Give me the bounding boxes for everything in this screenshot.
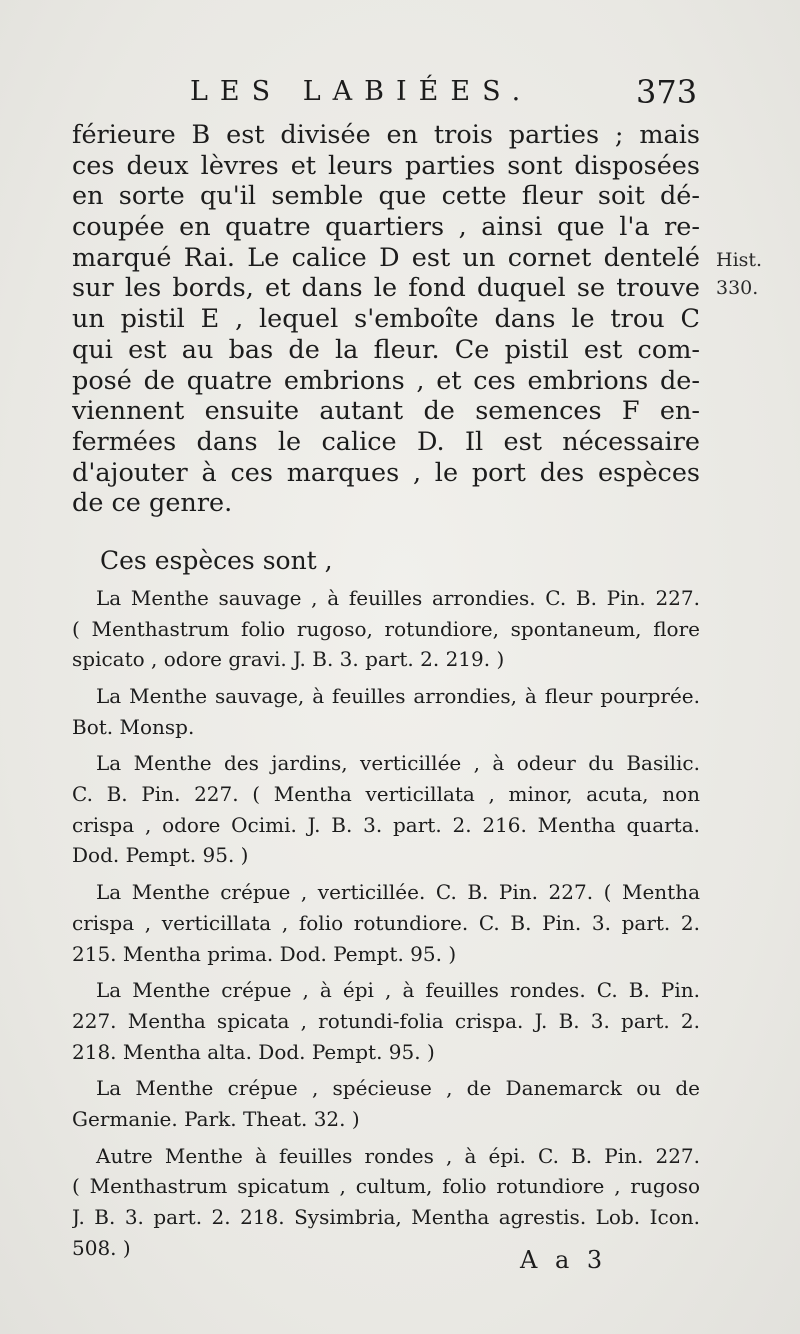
entry-line: C. B. Pin. 227. ( Mentha verticillata , minor, acuta, non <box>72 782 700 807</box>
entry-line: Autre Menthe à feuilles rondes , à épi. C. B. Pin. 227. <box>96 1143 700 1168</box>
text-line: férieure B est divisée en trois parties ; mais <box>72 120 700 150</box>
entry-line: ( Menthastrum folio rugoso, rotundiore, spontaneum, flore <box>72 616 700 641</box>
entry-line: Bot. Monsp. <box>72 714 195 739</box>
page-header <box>0 72 800 112</box>
main-paragraph <box>72 120 700 519</box>
entry-line: Dod. Pempt. 95. ) <box>72 843 249 868</box>
text-line: qui est au bas de la fleur. Ce pistil est com- <box>72 334 700 365</box>
entry-line: 215. Mentha prima. Dod. Pempt. 95. ) <box>72 941 457 966</box>
species-entry <box>72 877 700 969</box>
species-entry <box>72 748 700 871</box>
entry-line: La Menthe crépue , verticillée. C. B. Pin. 227. ( Mentha <box>96 880 700 905</box>
running-title: LES LABIÉES. <box>190 76 533 107</box>
text-line: sur les bords, et dans le fond duquel se trouve <box>72 273 700 304</box>
text-line: viennent ensuite autant de semences F en- <box>72 396 700 427</box>
entry-line: 227. Mentha spicata , rotundi-folia crispa. J. B. 3. part. 2. <box>72 1008 700 1033</box>
text-line: fermées dans le calice D. Il est nécessaire <box>72 426 700 457</box>
entry-line: crispa , odore Ocimi. J. B. 3. part. 2. 216. Mentha quarta. <box>72 812 700 837</box>
margin-note-line: Hist. <box>716 249 763 271</box>
entry-line: Germanie. Park. Theat. 32. ) <box>72 1106 360 1131</box>
species-intro: Ces espèces sont , <box>100 545 333 575</box>
species-entry <box>72 975 700 1067</box>
margin-note-line: 330. <box>716 277 759 299</box>
entry-line: La Menthe crépue , spécieuse , de Danemarck ou de <box>96 1076 700 1101</box>
text-line: un pistil E , lequel s'emboîte dans le trou C <box>72 304 700 335</box>
entry-line: J. B. 3. part. 2. 218. Sysimbria, Mentha agrestis. Lob. Icon. <box>72 1205 700 1229</box>
entry-line: 508. ) <box>72 1235 131 1260</box>
entry-line: La Menthe sauvage , à feuilles arrondies. C. B. Pin. 227. <box>96 585 700 610</box>
species-entry <box>72 583 700 675</box>
species-entry <box>72 681 700 742</box>
text-line: de ce genre. <box>72 488 233 519</box>
entry-line: 218. Mentha alta. Dod. Pempt. 95. ) <box>72 1039 435 1064</box>
body-text <box>72 120 700 1263</box>
margin-note <box>716 246 796 302</box>
entry-line: La Menthe des jardins, verticillée , à odeur du Basilic. <box>96 751 700 776</box>
signature-mark: A a 3 <box>520 1246 608 1274</box>
entry-line: La Menthe sauvage, à feuilles arrondies, à fleur pourprée. <box>96 684 700 708</box>
entry-line: La Menthe crépue , à épi , à feuilles rondes. C. B. Pin. <box>96 978 700 1003</box>
text-line: en sorte qu'il semble que cette fleur soit dé- <box>72 181 700 212</box>
text-line: marqué Rai. Le calice D est un cornet dentelé <box>72 242 700 273</box>
text-line: posé de quatre embrions , et ces embrions de- <box>72 365 700 396</box>
entry-line: crispa , verticillata , folio rotundiore. C. B. Pin. 3. part. 2. <box>72 910 700 935</box>
species-entry <box>72 1073 700 1134</box>
entry-line: ( Menthastrum spicatum , cultum, folio rotundiore , rugoso <box>72 1174 700 1199</box>
entry-line: spicato , odore gravi. J. B. 3. part. 2. 219. ) <box>72 647 505 672</box>
page-number: 373 <box>636 73 698 111</box>
species-entry <box>72 1141 700 1264</box>
text-line: ces deux lèvres et leurs parties sont disposées <box>72 150 700 181</box>
text-line: d'ajouter à ces marques , le port des espèces <box>72 457 700 488</box>
text-line: coupée en quatre quartiers , ainsi que l'a re- <box>72 212 700 243</box>
